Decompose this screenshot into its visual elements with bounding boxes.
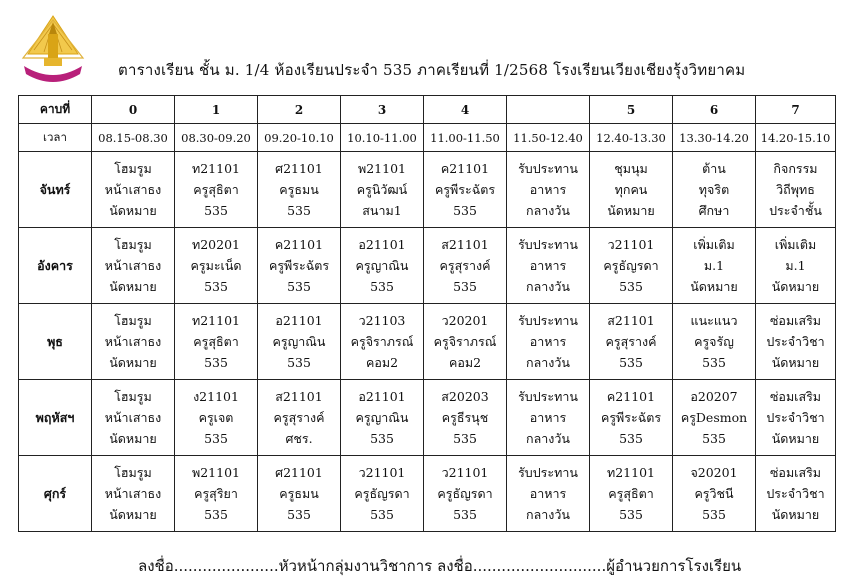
cell-line: อาหาร [529,410,567,425]
cell-line: 535 [204,279,228,294]
cell-line: คอม2 [448,355,482,370]
schedule-cell [92,152,175,228]
cell-line: สนาม1 [362,203,402,218]
cell-line: 535 [204,431,228,446]
cell-line: โฮมรูม [114,465,152,480]
day-name: พุธ [19,304,92,380]
cell-line: ท21101 [606,465,655,480]
cell-line: 535 [619,279,643,294]
day-name: จันทร์ [19,152,92,228]
cell-line: ว21101 [441,465,489,480]
cell-line: ต้าน [702,161,726,176]
schedule-cell [341,380,424,456]
schedule-cell [175,380,258,456]
cell-line: 535 [453,203,477,218]
cell-line: 535 [287,279,311,294]
schedule-cell [507,228,590,304]
cell-line: โฮมรูม [114,313,152,328]
schedule-cell [341,152,424,228]
cell-line: เพิ่มเติม [774,237,817,252]
period-time: 12.40-13.30 [590,124,673,152]
cell-line: ครูสุริยา [194,486,238,501]
cell-line: 535 [287,507,311,522]
cell-line: ครูธมน [279,182,319,197]
period-label: คาบที่ [19,96,92,124]
cell-line: ศชร. [285,431,313,446]
cell-line: รับประทาน [518,161,578,176]
period-number: 7 [756,96,836,124]
cell-line: รับประทาน [518,237,578,252]
cell-line: ส21101 [275,389,323,404]
period-number: 1 [175,96,258,124]
cell-line: ครูธมน [279,486,319,501]
cell-line: หน้าเสาธง [104,486,162,501]
day-row [19,380,836,456]
school-logo [20,14,86,90]
day-name: ศุกร์ [19,456,92,532]
cell-line: ครูสุธิตา [193,182,239,197]
period-time: 11.00-11.50 [424,124,507,152]
cell-line: 535 [702,507,726,522]
cell-line: ประจำวิชา [766,334,825,349]
schedule-cell [590,456,673,532]
cell-line: ครูธีรนุช [441,410,489,425]
schedule-cell [92,304,175,380]
cell-line: 535 [619,431,643,446]
cell-line: 535 [702,431,726,446]
schedule-cell [424,456,507,532]
timetable [18,95,836,532]
period-time: 10.10-11.00 [341,124,424,152]
cell-line: ครูญาณิน [355,410,409,425]
cell-line: 535 [453,279,477,294]
schedule-cell [341,304,424,380]
schedule-cell [590,228,673,304]
schedule-cell [175,304,258,380]
schedule-cell [673,152,756,228]
cell-line: ครูสุรางค์ [605,334,657,349]
period-number: 5 [590,96,673,124]
period-number: 4 [424,96,507,124]
cell-line: หน้าเสาธง [104,182,162,197]
cell-line: 535 [619,355,643,370]
schedule-cell [424,152,507,228]
cell-line: โฮมรูม [114,237,152,252]
period-time: 09.20-10.10 [258,124,341,152]
schedule-cell [92,456,175,532]
cell-line: ทุจริต [698,182,730,197]
schedule-cell [507,380,590,456]
cell-line: ครูสุรางค์ [439,258,491,273]
cell-line: กลางวัน [526,507,570,522]
period-number: 6 [673,96,756,124]
cell-line: ม.1 [703,258,725,273]
cell-line: นัดหมาย [607,203,655,218]
cell-line: 535 [619,507,643,522]
schedule-cell [673,304,756,380]
schedule-cell [92,228,175,304]
day-row [19,228,836,304]
period-number: 3 [341,96,424,124]
cell-line: 535 [204,507,228,522]
cell-line: ท21101 [191,313,240,328]
signature-line: ลงชื่อ......................หัวหน้ากลุ่มงานวิชาการ ลงชื่อ............................ผู้อำนวยการโรงเรียน [138,557,742,575]
schedule-cell [756,304,836,380]
cell-line: อาหาร [529,258,567,273]
cell-line: ซ่อมเสริม [769,389,822,404]
day-name: พฤหัสฯ [19,380,92,456]
schedule-cell [175,456,258,532]
schedule-cell [507,456,590,532]
cell-line: ท20201 [191,237,240,252]
cell-line: ค21101 [274,237,324,252]
period-header-row [19,96,836,124]
schedule-cell [507,152,590,228]
period-number [507,96,590,124]
cell-line: ว20201 [441,313,489,328]
schedule-cell [673,456,756,532]
cell-line: นัดหมาย [109,431,157,446]
cell-line: ซ่อมเสริม [769,313,822,328]
cell-line: ครูธัญรดา [354,486,410,501]
period-time: 08.15-08.30 [92,124,175,152]
cell-line: ประจำชั้น [769,203,822,218]
cell-line: ชุมนุม [614,161,648,176]
cell-line: ค21101 [440,161,490,176]
cell-line: ว21101 [358,465,406,480]
cell-line: ทุกคน [614,182,648,197]
period-time: 11.50-12.40 [507,124,590,152]
schedule-cell [590,380,673,456]
cell-line: ท21101 [191,161,240,176]
cell-line: นัดหมาย [690,279,738,294]
cell-line: โฮมรูม [114,161,152,176]
cell-line: 535 [370,507,394,522]
cell-line: ครูวิชนี [694,486,734,501]
cell-line: กลางวัน [526,279,570,294]
day-row [19,152,836,228]
cell-line: ส20203 [441,389,489,404]
cell-line: รับประทาน [518,389,578,404]
cell-line: อ21101 [275,313,323,328]
cell-line: 535 [204,203,228,218]
cell-line: อาหาร [529,182,567,197]
cell-line: ครูญาณิน [355,258,409,273]
logo-ribbon-icon [24,66,82,82]
cell-line: โฮมรูม [114,389,152,404]
cell-line: นัดหมาย [109,355,157,370]
cell-line: ครูมะเน็ด [190,258,242,273]
cell-line: ม.1 [785,258,806,273]
cell-line: หน้าเสาธง [104,334,162,349]
cell-line: จ20201 [690,465,738,480]
cell-line: 535 [287,203,311,218]
cell-line: ครูนิวัฒน์ [356,182,408,197]
cell-line: 535 [204,355,228,370]
cell-line: หน้าเสาธง [104,410,162,425]
cell-line: 535 [453,507,477,522]
cell-line: ครูสุธิตา [608,486,654,501]
cell-line: นัดหมาย [771,507,820,522]
schedule-cell [756,456,836,532]
cell-line: ว21103 [358,313,406,328]
cell-line: ครูธัญรดา [437,486,493,501]
cell-line: ส21101 [607,313,655,328]
schedule-cell [673,380,756,456]
cell-line: ครูจรัญ [694,334,734,349]
cell-line: 535 [287,355,311,370]
cell-line: ประจำวิชา [766,486,825,501]
cell-line: ศ21101 [275,161,323,176]
cell-line: ครูสุรางค์ [273,410,325,425]
cell-line: ส21101 [441,237,489,252]
schedule-cell [92,380,175,456]
cell-line: ศึกษา [698,203,730,218]
cell-line: วิถีพุทธ [776,182,815,197]
cell-line: อ20207 [690,389,738,404]
schedule-cell [590,304,673,380]
schedule-cell [258,304,341,380]
cell-line: คอม2 [365,355,399,370]
cell-line: ครูพีระฉัตร [600,410,662,425]
page-title: ตารางเรียน ชั้น ม. 1/4 ห้องเรียนประจำ 535 ภาคเรียนที่ 1/2568 โรงเรียนเวียงเชียงรุ้งวิทยาคม [118,61,746,79]
cell-line: ว21101 [607,237,655,252]
schedule-cell [756,228,836,304]
cell-line: ครูญาณิน [272,334,326,349]
cell-line: นัดหมาย [109,203,157,218]
schedule-cell [673,228,756,304]
cell-line: กลางวัน [526,203,570,218]
period-time: 08.30-09.20 [175,124,258,152]
cell-line: เพิ่มเติม [693,237,735,252]
cell-line: ครูจิราภรณ์ [433,334,497,349]
cell-line: กลางวัน [526,355,570,370]
schedule-cell [424,304,507,380]
cell-line: อ21101 [358,237,406,252]
cell-line: นัดหมาย [771,279,820,294]
cell-line: ซ่อมเสริม [769,465,822,480]
cell-line: นัดหมาย [109,507,157,522]
cell-line: กลางวัน [526,431,570,446]
schedule-cell [756,380,836,456]
cell-line: พ21101 [357,161,406,176]
day-name: อังคาร [19,228,92,304]
schedule-cell [756,152,836,228]
schedule-cell [258,380,341,456]
cell-line: ศ21101 [275,465,323,480]
schedule-cell [424,380,507,456]
schedule-cell [341,228,424,304]
cell-line: ง21101 [193,389,239,404]
cell-line: ครูธัญรดา [603,258,659,273]
cell-line: นัดหมาย [109,279,157,294]
cell-line: พ21101 [191,465,240,480]
cell-line: 535 [370,279,394,294]
cell-line: ครูสุธิตา [193,334,239,349]
cell-line: นัดหมาย [771,431,820,446]
schedule-cell [590,152,673,228]
cell-line: แนะแนว [690,313,738,328]
cell-line: กิจกรรม [773,161,818,176]
cell-line: ครูพีระฉัตร [434,182,496,197]
period-number: 2 [258,96,341,124]
schedule-cell [507,304,590,380]
cell-line: ประจำวิชา [766,410,825,425]
schedule-cell [175,152,258,228]
cell-line: นัดหมาย [771,355,820,370]
period-time: 14.20-15.10 [756,124,836,152]
schedule-cell [258,228,341,304]
cell-line: อาหาร [529,334,567,349]
period-number: 0 [92,96,175,124]
day-row [19,456,836,532]
cell-line: ค21101 [606,389,656,404]
day-row [19,304,836,380]
cell-line: อ21101 [358,389,406,404]
cell-line: ครูพีระฉัตร [268,258,330,273]
schedule-cell [258,152,341,228]
time-header-row [19,124,836,152]
schedule-cell [258,456,341,532]
time-label: เวลา [19,124,92,152]
schedule-cell [341,456,424,532]
cell-line: ครูเจต [198,410,234,425]
cell-line: อาหาร [529,486,567,501]
cell-line: ครูDesmon [680,410,748,425]
cell-line: รับประทาน [518,465,578,480]
schedule-cell [424,228,507,304]
cell-line: ครูจิราภรณ์ [350,334,414,349]
cell-line: 535 [702,355,726,370]
cell-line: 535 [453,431,477,446]
cell-line: หน้าเสาธง [104,258,162,273]
schedule-cell [175,228,258,304]
cell-line: 535 [370,431,394,446]
period-time: 13.30-14.20 [673,124,756,152]
cell-line: รับประทาน [518,313,578,328]
